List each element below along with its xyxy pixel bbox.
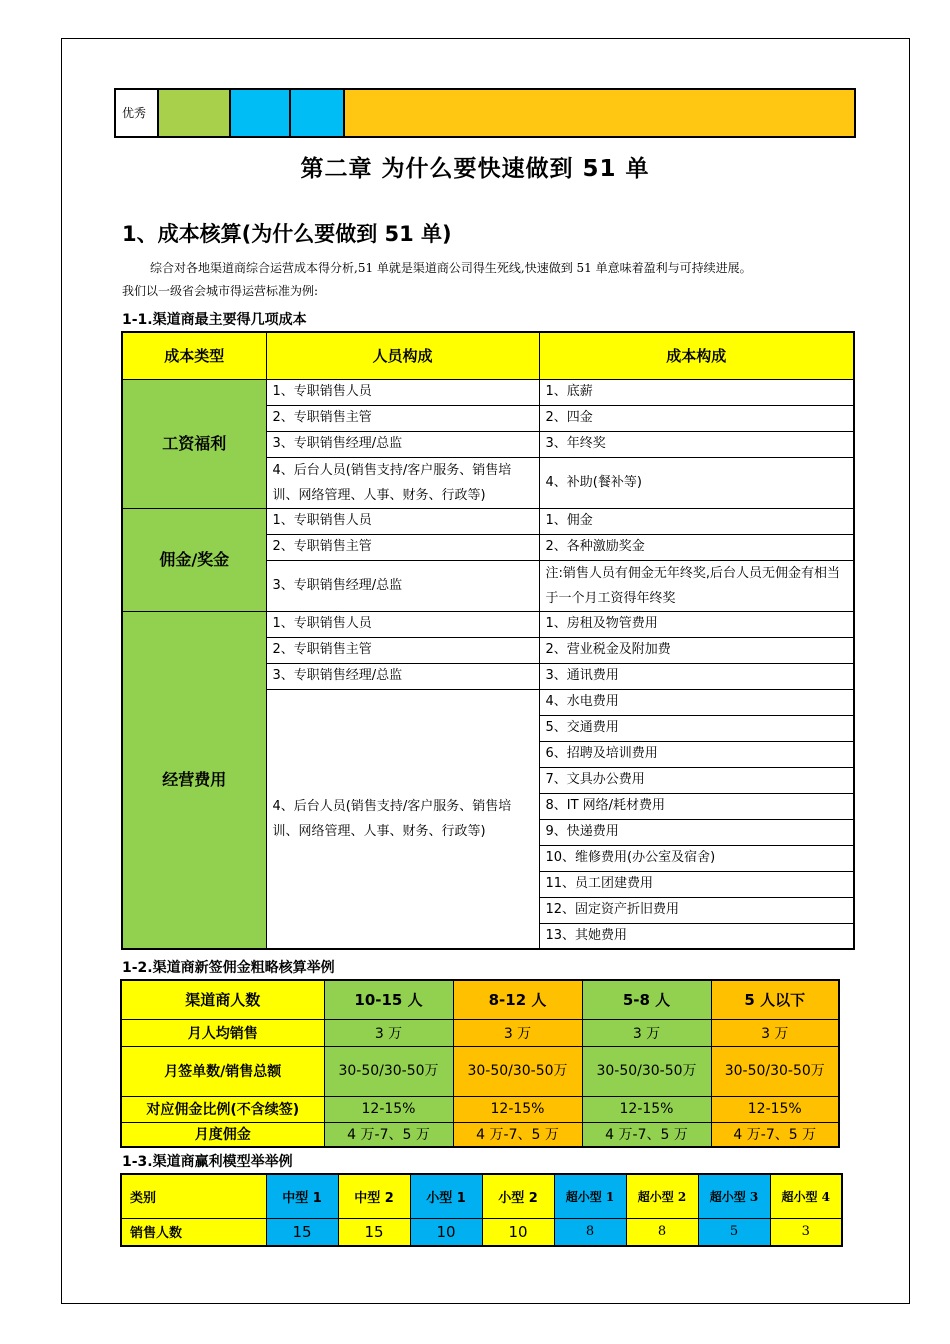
- type-cell: 超小型 3: [698, 1174, 770, 1218]
- table-row: [121, 1096, 839, 1122]
- rating-cell-blue-1: [230, 89, 290, 137]
- header-cost-type: 成本类型: [122, 332, 266, 379]
- table-header-row: [122, 332, 854, 379]
- rating-cell-orange: [344, 89, 855, 137]
- cost-cell: 12、固定资产折旧费用: [539, 897, 854, 923]
- type-cell: 超小型 1: [554, 1174, 626, 1218]
- cost-cell: 4、水电费用: [539, 689, 854, 715]
- people-cell: 2、专职销售主管: [266, 405, 539, 431]
- row-label: 月签单数/销售总额: [121, 1046, 324, 1096]
- cost-cell: 4、补助(餐补等): [539, 457, 854, 508]
- cost-cell: 13、其她费用: [539, 923, 854, 949]
- type-cell: 中型 2: [338, 1174, 410, 1218]
- rating-cell-green: [158, 89, 230, 137]
- value-cell: 4 万-7、5 万: [453, 1122, 582, 1147]
- table-row: [122, 379, 854, 405]
- rating-strip: [114, 88, 856, 138]
- table2-title: 1-2.渠道商新签佣金粗略核算举例: [122, 960, 335, 976]
- table-row: [122, 611, 854, 637]
- cost-cell: 11、员工团建费用: [539, 871, 854, 897]
- cost-cell: 1、房租及物管费用: [539, 611, 854, 637]
- table-row: [121, 1046, 839, 1096]
- cost-table: [121, 331, 855, 950]
- row-label: 对应佣金比例(不含续签): [121, 1096, 324, 1122]
- people-cell: 2、专职销售主管: [266, 637, 539, 663]
- cost-cell: 2、营业税金及附加费: [539, 637, 854, 663]
- count-cell: 8: [554, 1218, 626, 1246]
- cost-cell: 2、四金: [539, 405, 854, 431]
- row-label: 销售人数: [121, 1218, 266, 1246]
- people-cell: 2、专职销售主管: [266, 534, 539, 560]
- column-head: 5 人以下: [711, 980, 839, 1019]
- people-cell: 1、专职销售人员: [266, 508, 539, 534]
- commission-table: [120, 979, 840, 1148]
- table-row: [121, 1122, 839, 1147]
- row-label: 月度佣金: [121, 1122, 324, 1147]
- category-commission: 佣金/奖金: [122, 508, 266, 611]
- cost-note-cell: 注:销售人员有佣金无年终奖,后台人员无佣金有相当于一个月工资得年终奖: [539, 560, 854, 611]
- cost-cell: 3、通讯费用: [539, 663, 854, 689]
- value-cell: 4 万-7、5 万: [324, 1122, 453, 1147]
- rating-cell-blue-2: [290, 89, 344, 137]
- count-cell: 15: [338, 1218, 410, 1246]
- value-cell: 4 万-7、5 万: [711, 1122, 839, 1147]
- type-cell: 小型 1: [410, 1174, 482, 1218]
- column-head: 10-15 人: [324, 980, 453, 1019]
- chapter-title: 第二章 为什么要快速做到 51 单: [300, 156, 650, 182]
- value-cell: 3 万: [711, 1019, 839, 1046]
- cost-cell: 2、各种激励奖金: [539, 534, 854, 560]
- value-cell: 12-15%: [711, 1096, 839, 1122]
- count-cell: 5: [698, 1218, 770, 1246]
- people-cell: 3、专职销售经理/总监: [266, 663, 539, 689]
- value-cell: 4 万-7、5 万: [582, 1122, 711, 1147]
- table3-title: 1-3.渠道商赢利模型举举例: [122, 1154, 293, 1170]
- rating-label: 优秀: [115, 89, 158, 137]
- row-label: 渠道商人数: [121, 980, 324, 1019]
- type-cell: 中型 1: [266, 1174, 338, 1218]
- category-salary: 工资福利: [122, 379, 266, 508]
- row-label: 月人均销售: [121, 1019, 324, 1046]
- people-cell: 4、后台人员(销售支持/客户服务、销售培训、网络管理、人事、财务、行政等): [266, 457, 539, 508]
- count-cell: 8: [626, 1218, 698, 1246]
- cost-cell: 7、文具办公费用: [539, 767, 854, 793]
- cost-cell: 9、快递费用: [539, 819, 854, 845]
- cost-cell: 1、底薪: [539, 379, 854, 405]
- cost-cell: 10、维修费用(办公室及宿舍): [539, 845, 854, 871]
- intro-paragraph: 综合对各地渠道商综合运营成本得分析,51 单就是渠道商公司得生死线,快速做到 51 单意味着盈利与可持续进展。: [150, 261, 752, 275]
- value-cell: 3 万: [324, 1019, 453, 1046]
- category-operation: 经营费用: [122, 611, 266, 949]
- table1-title: 1-1.渠道商最主要得几项成本: [122, 312, 307, 328]
- cost-cell: 1、佣金: [539, 508, 854, 534]
- value-cell: 30-50/30-50万: [711, 1046, 839, 1096]
- count-cell: 10: [482, 1218, 554, 1246]
- header-people: 人员构成: [266, 332, 539, 379]
- table-row: [122, 508, 854, 534]
- column-head: 8-12 人: [453, 980, 582, 1019]
- column-head: 5-8 人: [582, 980, 711, 1019]
- table-row: [121, 1218, 842, 1246]
- people-cell: 1、专职销售人员: [266, 611, 539, 637]
- people-cell: 3、专职销售经理/总监: [266, 431, 539, 457]
- people-cell: 1、专职销售人员: [266, 379, 539, 405]
- table-row: [121, 1019, 839, 1046]
- header-cost: 成本构成: [539, 332, 854, 379]
- value-cell: 30-50/30-50万: [324, 1046, 453, 1096]
- type-cell: 超小型 4: [770, 1174, 842, 1218]
- people-cell: 3、专职销售经理/总监: [266, 560, 539, 611]
- type-cell: 小型 2: [482, 1174, 554, 1218]
- value-cell: 12-15%: [582, 1096, 711, 1122]
- cost-cell: 5、交通费用: [539, 715, 854, 741]
- value-cell: 3 万: [582, 1019, 711, 1046]
- cost-cell: 6、招聘及培训费用: [539, 741, 854, 767]
- type-cell: 超小型 2: [626, 1174, 698, 1218]
- value-cell: 12-15%: [324, 1096, 453, 1122]
- count-cell: 15: [266, 1218, 338, 1246]
- row-label: 类别: [121, 1174, 266, 1218]
- table-row: [121, 980, 839, 1019]
- value-cell: 30-50/30-50万: [453, 1046, 582, 1096]
- section-title: 1、成本核算(为什么要做到 51 单): [122, 222, 452, 246]
- people-cell: 4、后台人员(销售支持/客户服务、销售培训、网络管理、人事、财务、行政等): [266, 689, 539, 949]
- count-cell: 10: [410, 1218, 482, 1246]
- value-cell: 12-15%: [453, 1096, 582, 1122]
- value-cell: 3 万: [453, 1019, 582, 1046]
- count-cell: 3: [770, 1218, 842, 1246]
- cost-cell: 8、IT 网络/耗材费用: [539, 793, 854, 819]
- table-row: [121, 1174, 842, 1218]
- cost-cell: 3、年终奖: [539, 431, 854, 457]
- value-cell: 30-50/30-50万: [582, 1046, 711, 1096]
- profit-model-table: [120, 1173, 843, 1247]
- intro-paragraph-2: 我们以一级省会城市得运营标准为例:: [122, 284, 319, 298]
